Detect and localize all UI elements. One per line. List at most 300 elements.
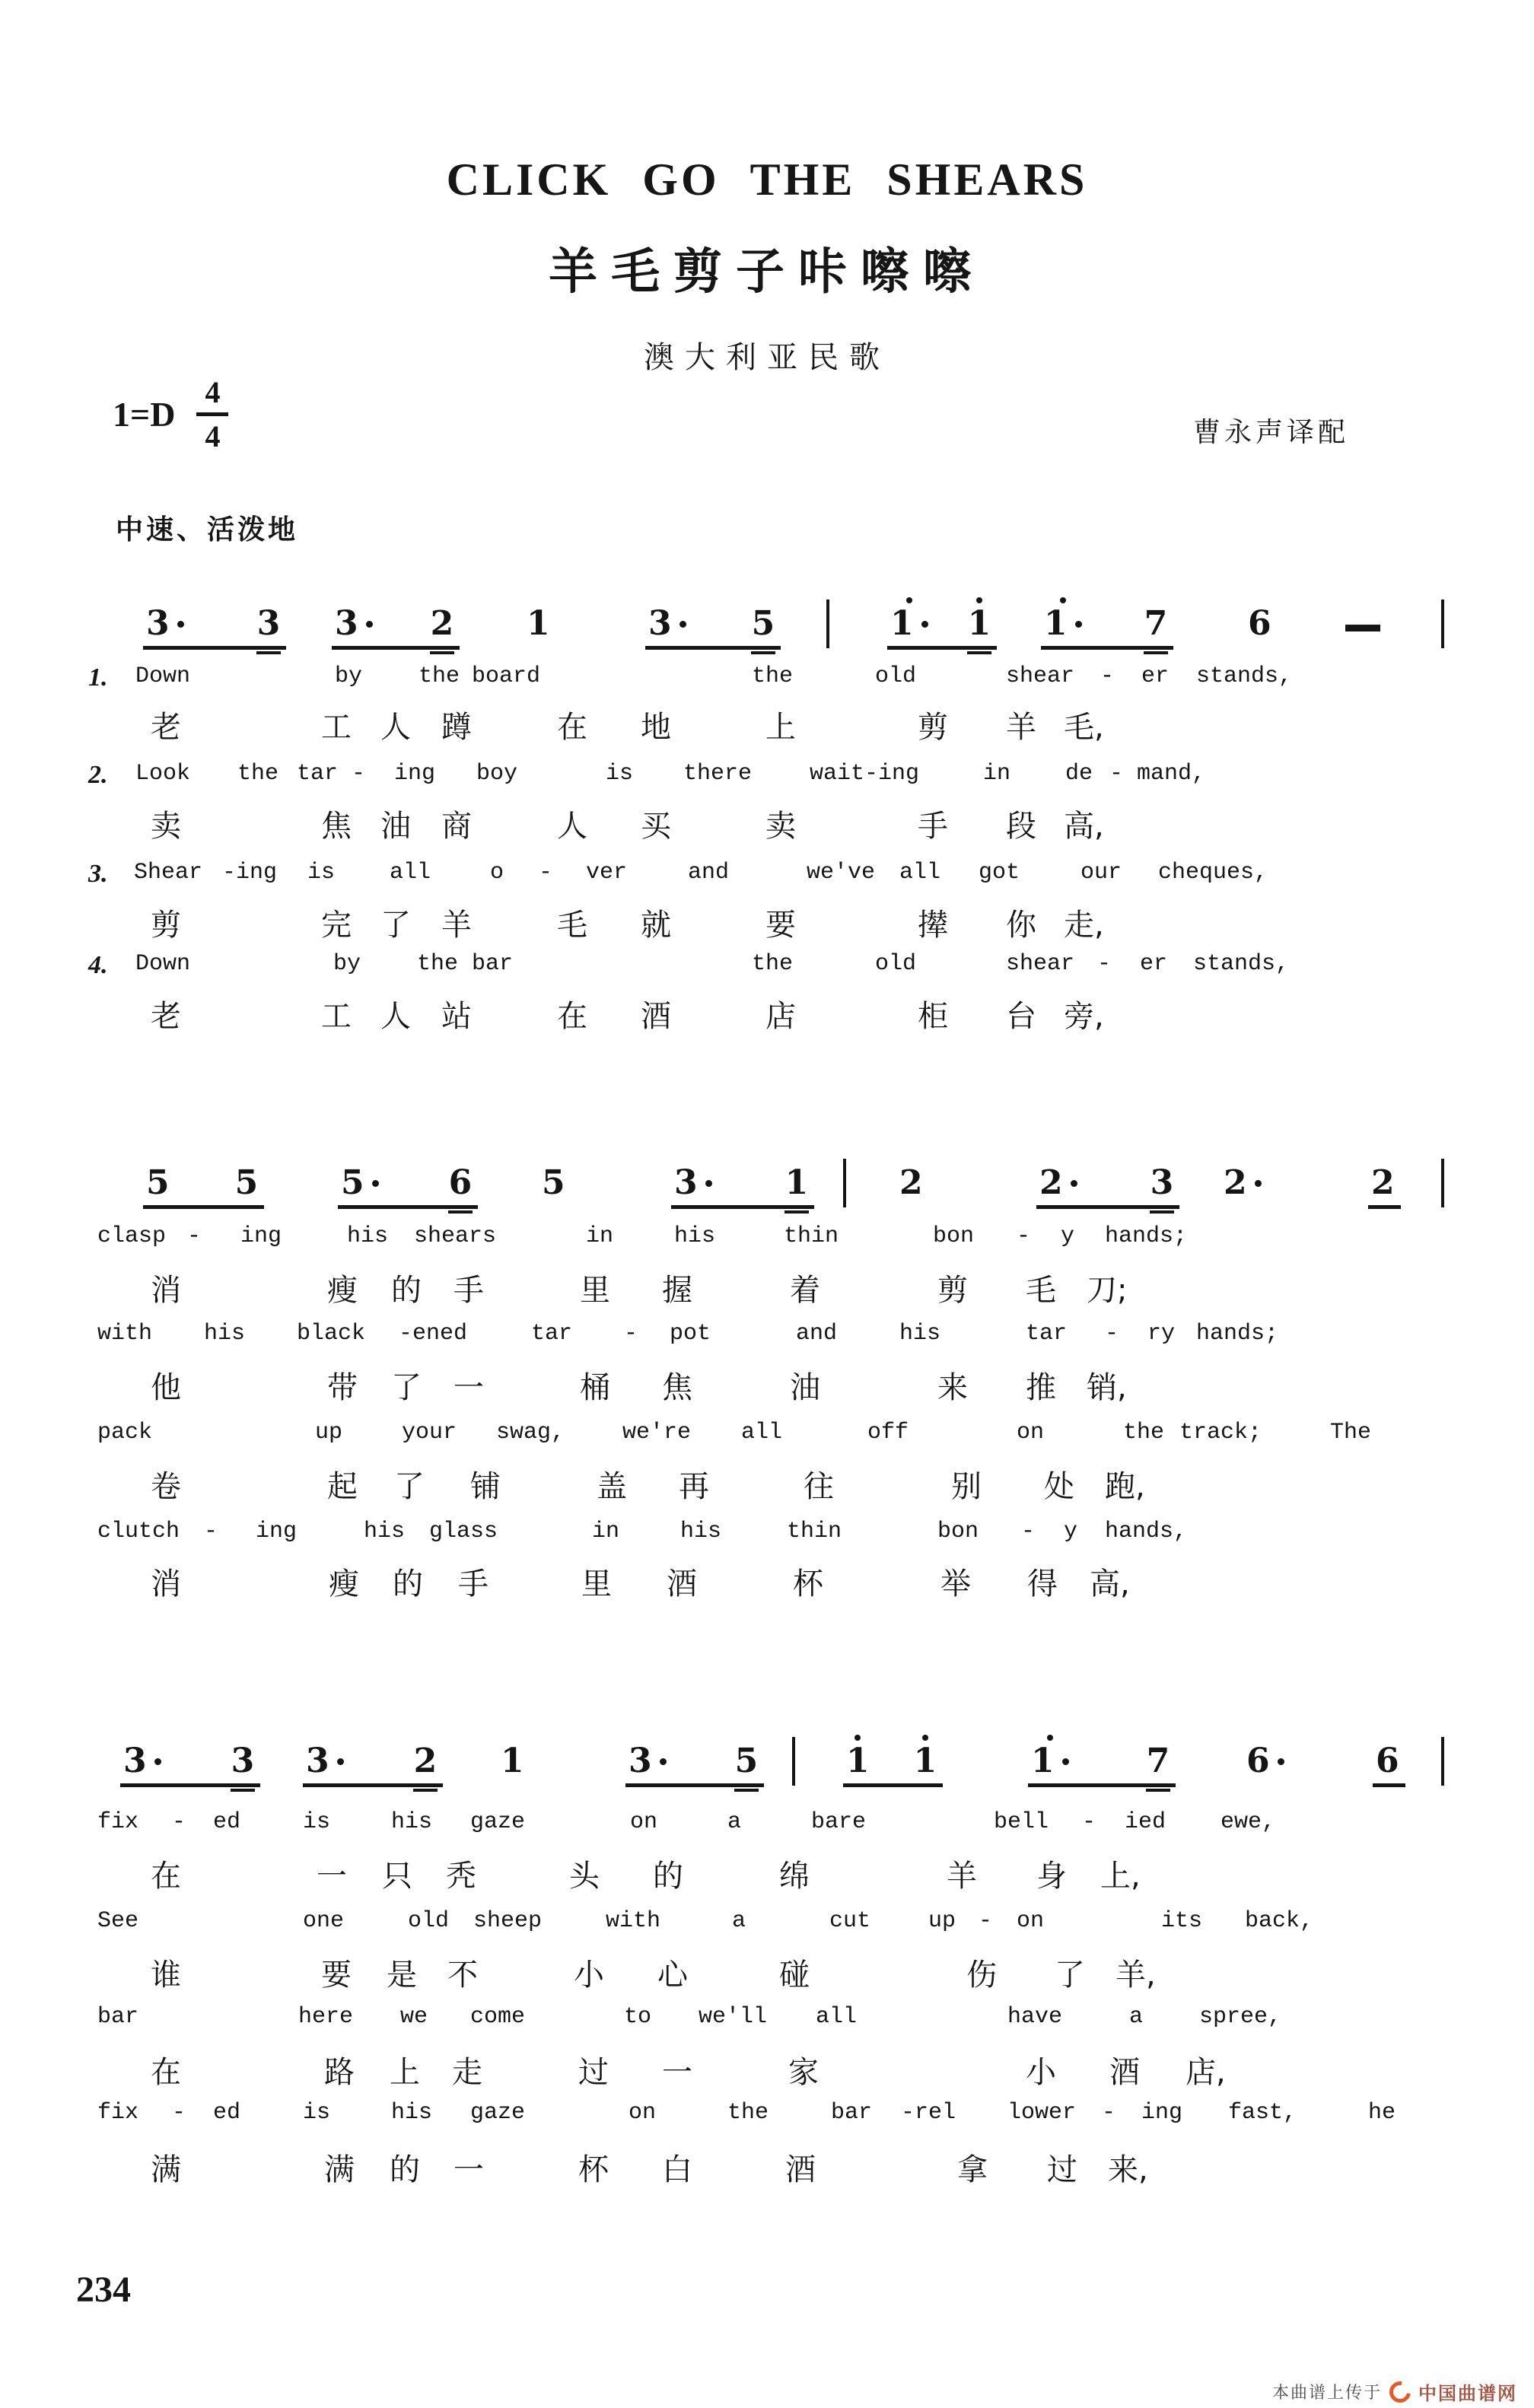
- lyric-word: all: [816, 2004, 858, 2030]
- lyric-word: 握: [662, 1273, 692, 1308]
- note-group: [1373, 1742, 1405, 1787]
- lyric-word: 了: [391, 1370, 422, 1405]
- note-1-high-octave: [846, 1735, 870, 1778]
- lyric-word: stands,: [1193, 951, 1290, 977]
- time-signature: [196, 374, 228, 454]
- watermark-site-name: 中国曲谱网: [1418, 2383, 1517, 2404]
- lyric-word: -: [1082, 1809, 1096, 1835]
- lyric-word: here: [298, 2004, 354, 2030]
- lyric-word: de: [1065, 761, 1093, 787]
- note-1: [785, 1163, 809, 1202]
- augmentation-dot: [372, 1180, 379, 1187]
- lyric-word: 羊,: [1115, 1958, 1156, 1993]
- note-6: [448, 1163, 473, 1202]
- lyric-word: all: [390, 860, 431, 886]
- lyric-word: 瘦: [329, 1567, 359, 1602]
- lyric-word: spree,: [1199, 2004, 1282, 2030]
- lyric-word: 伤: [966, 1958, 997, 1993]
- note-number: 1: [1031, 1742, 1055, 1780]
- origin-label: 澳大利亚民歌: [644, 340, 890, 375]
- octave-dot: [1060, 597, 1066, 603]
- lyric-word: we've: [807, 860, 876, 886]
- lyric-word: 买: [641, 809, 671, 844]
- augmentation-dot: [705, 1180, 712, 1187]
- lyric-word: 工: [321, 710, 352, 745]
- lyric-word: bon: [937, 1519, 979, 1544]
- note-group: [1368, 1163, 1401, 1209]
- lyric-word: -: [539, 860, 553, 886]
- page-title: CLICK GO THE SHEARS: [446, 154, 1088, 205]
- note-number: 5: [734, 1742, 759, 1780]
- augmentation-dot: [1075, 621, 1082, 628]
- lyric-word: 不: [447, 1958, 478, 1993]
- lyric-word: the: [1123, 1420, 1165, 1446]
- lyric-row-2-3: [0, 1321, 1534, 1360]
- lyric-word: 上: [390, 2055, 420, 2090]
- lyric-word: 酒: [667, 1567, 697, 1602]
- lyric-word: -: [1097, 951, 1112, 977]
- note-number: 3: [123, 1742, 147, 1780]
- note-number: 5: [234, 1163, 259, 1202]
- lyric-row-1-4: [0, 802, 1534, 844]
- lyric-word: in: [983, 761, 1011, 787]
- lyric-word: 拿: [957, 2152, 988, 2187]
- lyric-word: the: [752, 663, 794, 689]
- lyric-word: 卷: [151, 1469, 181, 1504]
- lyric-word: pack: [97, 1420, 153, 1446]
- lyric-word: 销,: [1087, 1370, 1127, 1405]
- lyric-word: 消: [151, 1273, 181, 1308]
- augmentation-dot: [1062, 1758, 1069, 1765]
- lyric-word: 手: [454, 1273, 484, 1308]
- lyric-word: his: [364, 1519, 406, 1544]
- lyric-word: -: [172, 1809, 186, 1835]
- lyric-word: thin: [787, 1519, 842, 1544]
- lyric-word: 人: [380, 710, 411, 745]
- note-1-high-octave: [914, 1735, 937, 1778]
- note-1: [501, 1742, 524, 1780]
- lyric-word: on: [1017, 1908, 1045, 1934]
- lyric-row-3-5: [0, 2004, 1534, 2044]
- note-2: [1371, 1163, 1395, 1202]
- lyric-word: 剪: [151, 908, 181, 943]
- lyric-row-1-1: [0, 663, 1534, 703]
- note-number: 1: [913, 1742, 937, 1780]
- lyric-word: off: [867, 1420, 909, 1446]
- augmentation-dot: [1255, 1180, 1262, 1187]
- lyric-word: 带: [327, 1370, 358, 1405]
- note-5: [341, 1163, 379, 1202]
- lyric-word: a: [727, 1809, 742, 1835]
- lyric-word: up: [928, 1908, 956, 1934]
- augmentation-dot: [366, 621, 373, 628]
- lyric-word: 老: [151, 999, 181, 1034]
- note-number: 1: [785, 1163, 809, 1202]
- lyric-word: on: [630, 1809, 658, 1835]
- verse-number: 2.: [88, 761, 108, 789]
- lyric-word: 一: [662, 2055, 692, 2090]
- lyric-word: 毛,: [1064, 710, 1104, 745]
- lyric-word: -rel: [901, 2100, 956, 2126]
- note-3: [1150, 1163, 1174, 1202]
- lyric-word: stands,: [1196, 663, 1293, 689]
- verse-number: 1.: [88, 663, 108, 692]
- lyric-word: 人: [380, 999, 411, 1034]
- lyric-word: -ing: [222, 860, 278, 886]
- notation-line-3: [0, 1723, 1534, 1787]
- lyric-word: 往: [804, 1469, 834, 1504]
- lyric-word: fix: [97, 1809, 139, 1835]
- lyric-word: one: [303, 1908, 345, 1934]
- note-numline: [674, 1163, 712, 1202]
- lyric-word: the: [727, 2100, 769, 2126]
- note-3: [629, 1742, 667, 1780]
- lyric-word: tar: [1026, 1321, 1068, 1347]
- lyric-word: 一: [317, 1859, 347, 1894]
- lyric-word: on: [1017, 1420, 1045, 1446]
- lyric-word: 小: [1026, 2055, 1056, 2090]
- lyric-word: 跑,: [1105, 1469, 1145, 1504]
- augmentation-dot: [1071, 1180, 1077, 1187]
- lyric-word: we're: [622, 1420, 692, 1446]
- note-group: [645, 604, 781, 650]
- time-signature-denominator: 4: [205, 419, 221, 453]
- lyric-word: 里: [580, 1273, 610, 1308]
- lyric-word: hands,: [1105, 1519, 1188, 1544]
- lyric-word: 蹲: [441, 710, 472, 745]
- note-5: [751, 604, 775, 643]
- lyric-word: 白: [662, 2152, 692, 2187]
- lyric-word: o: [490, 860, 504, 886]
- barline: [1441, 1737, 1444, 1786]
- lyric-word: -: [172, 2100, 186, 2126]
- lyric-row-1-8: [0, 992, 1534, 1032]
- lyric-row-2-7: [0, 1519, 1534, 1558]
- note-numline: [306, 1742, 344, 1780]
- lyric-row-1-7: [0, 951, 1534, 991]
- lyric-word: 得: [1027, 1567, 1058, 1602]
- lyric-word: mand,: [1137, 761, 1206, 787]
- lyric-word: 上,: [1100, 1859, 1141, 1894]
- note-number: 3: [146, 604, 170, 643]
- lyric-word: See: [97, 1908, 139, 1934]
- lyric-word: 手: [918, 809, 948, 844]
- note-numline: [430, 604, 454, 643]
- note-2: [1039, 1163, 1077, 1202]
- lyric-word: by: [333, 951, 361, 977]
- note-numline: [1224, 1163, 1262, 1202]
- lyric-word: cheques,: [1158, 860, 1268, 886]
- lyric-word: all: [899, 860, 941, 886]
- lyric-word: 高,: [1064, 809, 1104, 844]
- lyric-word: y: [1061, 1223, 1075, 1249]
- lyric-row-2-4: [0, 1363, 1534, 1403]
- lyric-word: 柜: [918, 999, 948, 1034]
- lyric-word: with: [97, 1321, 153, 1347]
- lyric-word: track;: [1179, 1420, 1262, 1446]
- note-numline: [1248, 604, 1271, 643]
- note-2: [430, 604, 454, 643]
- lyric-word: 过: [578, 2055, 609, 2090]
- lyric-word: 在: [151, 2055, 181, 2090]
- lyric-word: the: [752, 951, 794, 977]
- lyric-word: shear: [1006, 951, 1075, 977]
- lyric-word: 碰: [779, 1958, 810, 1993]
- key-and-meter: [113, 374, 228, 454]
- lyric-word: his: [204, 1321, 246, 1347]
- lyric-word: 在: [557, 710, 587, 745]
- note-number: 3: [231, 1742, 255, 1780]
- lyric-word: The: [1330, 1420, 1372, 1446]
- lyric-word: 身: [1036, 1859, 1067, 1894]
- lyric-word: 地: [641, 710, 671, 745]
- note-numline: [413, 1742, 438, 1780]
- lyric-word: 酒: [785, 2152, 816, 2187]
- lyric-word: Look: [135, 761, 191, 787]
- lyric-word: 他: [151, 1370, 181, 1405]
- lyric-word: 焦: [321, 809, 352, 844]
- note-number: 1: [890, 604, 914, 643]
- lyric-word: 走,: [1064, 908, 1104, 943]
- note-6: [1376, 1742, 1399, 1780]
- lyric-row-3-6: [0, 2048, 1534, 2088]
- lyric-word: shears: [414, 1223, 497, 1249]
- note-numline: [146, 1163, 170, 1202]
- lyric-word: his: [391, 2100, 433, 2126]
- lyric-word: 高,: [1090, 1567, 1130, 1602]
- note-numline: [448, 1163, 473, 1202]
- lyric-word: a: [1129, 2004, 1144, 2030]
- note-number: 2: [1371, 1163, 1395, 1202]
- lyric-word: 着: [790, 1273, 820, 1308]
- lyric-word: -: [1109, 761, 1124, 787]
- note-numline: [890, 604, 928, 643]
- lyric-word: lower: [1007, 2100, 1077, 2126]
- lyric-word: hands;: [1105, 1223, 1188, 1249]
- augmentation-dot: [679, 621, 686, 628]
- note-numline: [1146, 1742, 1170, 1780]
- lyric-word: ry: [1147, 1321, 1176, 1347]
- note-numline: [846, 1742, 870, 1780]
- lyric-word: thin: [784, 1223, 839, 1249]
- lyric-word: and: [688, 860, 730, 886]
- lyric-word: -: [187, 1223, 202, 1249]
- lyric-word: er: [1140, 951, 1168, 977]
- note-number: 1: [967, 604, 991, 643]
- time-signature-numerator: 4: [205, 375, 221, 409]
- lyric-word: glass: [429, 1519, 498, 1544]
- note-group: [1041, 597, 1173, 650]
- lyric-word: ing: [240, 1223, 282, 1249]
- lyric-word: all: [741, 1420, 783, 1446]
- octave-dot: [976, 597, 982, 603]
- note-group: [143, 1163, 264, 1209]
- lyric-word: in: [586, 1223, 614, 1249]
- note-5: [234, 1163, 259, 1202]
- note-group: [524, 604, 556, 650]
- lyric-word: 剪: [937, 1273, 968, 1308]
- note-group: [120, 1742, 260, 1787]
- lyric-word: bell: [994, 1809, 1049, 1835]
- lyric-word: tar: [531, 1321, 573, 1347]
- note-group: [338, 1163, 478, 1209]
- lyric-word: his: [347, 1223, 389, 1249]
- note-number: 5: [751, 604, 775, 643]
- note-3: [306, 1742, 344, 1780]
- lyric-word: 要: [765, 908, 796, 943]
- arranger-credit: 曹永声译配: [1193, 417, 1350, 448]
- note-number: 7: [1146, 1742, 1170, 1780]
- lyric-word: 酒: [641, 999, 671, 1034]
- note-numline: [629, 1742, 667, 1780]
- lyric-word: old: [875, 663, 917, 689]
- lyric-word: 是: [387, 1958, 417, 1993]
- lyric-word: 一: [454, 1370, 484, 1405]
- note-6: [1246, 1742, 1284, 1780]
- lyric-word: 瘦: [327, 1273, 358, 1308]
- lyric-row-3-3: [0, 1908, 1534, 1948]
- lyric-word: -: [979, 1908, 993, 1934]
- lyric-word: bar: [97, 2004, 139, 2030]
- lyric-word: is: [307, 860, 336, 886]
- lyric-word: old: [875, 951, 917, 977]
- note-numline: [1044, 604, 1082, 643]
- lyric-word: sheep: [473, 1908, 543, 1934]
- lyric-word: 的: [653, 1859, 683, 1894]
- lyric-word: its: [1161, 1908, 1203, 1934]
- lyric-word: ied: [1125, 1809, 1166, 1835]
- page-number: 234: [76, 2270, 131, 2310]
- lyric-word: ed: [213, 2100, 241, 2126]
- lyric-word: ing: [1141, 2100, 1183, 2126]
- lyric-word: 举: [940, 1567, 971, 1602]
- note-numline: [256, 604, 281, 643]
- lyric-word: gaze: [470, 2100, 526, 2126]
- note-6: [1248, 604, 1271, 643]
- lyric-word: 就: [641, 908, 671, 943]
- lyric-word: 人: [557, 809, 587, 844]
- lyric-word: old: [408, 1908, 450, 1934]
- lyric-word: bare: [811, 1809, 867, 1835]
- lyric-word: 了: [394, 1469, 425, 1504]
- note-numline: [501, 1742, 524, 1780]
- note-numline: [1150, 1163, 1174, 1202]
- lyric-word: is: [606, 761, 634, 787]
- note-numline: [542, 1163, 565, 1202]
- lyric-word: 桶: [580, 1370, 610, 1405]
- lyric-word: -: [352, 761, 366, 787]
- note-number: 1: [527, 604, 550, 643]
- note-number: 2: [413, 1742, 438, 1780]
- note-numline: [1039, 1163, 1077, 1202]
- watermark-footer: [1272, 2378, 1517, 2405]
- lyric-word: bar: [831, 2100, 873, 2126]
- note-number: 6: [1246, 1742, 1270, 1780]
- lyric-word: 毛: [1026, 1273, 1056, 1308]
- barline: [826, 600, 829, 648]
- note-3: [231, 1742, 255, 1780]
- lyric-word: 刀;: [1087, 1273, 1128, 1308]
- note-number: 5: [341, 1163, 364, 1202]
- lyric-row-2-6: [0, 1462, 1534, 1502]
- lyric-word: 卖: [151, 809, 181, 844]
- lyric-word: 你: [1006, 908, 1036, 943]
- note-number: 7: [1144, 604, 1168, 643]
- lyric-word: 心: [657, 1958, 688, 1993]
- lyric-word: -: [1017, 1223, 1031, 1249]
- lyric-word: 秃: [446, 1859, 476, 1894]
- verse-number: 4.: [88, 951, 108, 979]
- barline: [1441, 600, 1444, 648]
- lyric-word: 满: [151, 2152, 181, 2187]
- note-number: 5: [542, 1163, 565, 1202]
- lyric-row-1-2: [0, 703, 1534, 743]
- lyric-row-3-4: [0, 1951, 1534, 1993]
- lyric-word: 在: [557, 999, 587, 1034]
- lyric-word: 羊: [441, 908, 472, 943]
- note-numline: [527, 604, 550, 643]
- lyric-word: the: [417, 951, 459, 977]
- lyric-word: 上: [765, 710, 796, 745]
- note-number: 1: [1044, 604, 1068, 643]
- lyric-word: 工: [321, 999, 352, 1034]
- lyric-word: 走: [452, 2055, 482, 2090]
- note-numline: [1371, 1163, 1395, 1202]
- note-number: 5: [146, 1163, 170, 1202]
- lyric-word: 起: [327, 1469, 358, 1504]
- lyric-word: 杯: [578, 2152, 609, 2187]
- augmentation-dot: [1278, 1758, 1284, 1765]
- lyric-word: shear: [1006, 663, 1075, 689]
- lyric-word: by: [335, 663, 363, 689]
- note-3: [648, 604, 686, 643]
- lyric-word: ver: [586, 860, 628, 886]
- lyric-word: and: [796, 1321, 838, 1347]
- lyric-row-3-1: [0, 1809, 1534, 1849]
- lyric-word: 处: [1044, 1469, 1074, 1504]
- lyric-word: -: [204, 1519, 218, 1544]
- lyric-word: the: [419, 663, 460, 689]
- note-number: 3: [335, 604, 358, 643]
- lyric-word: 路: [324, 2055, 355, 2090]
- lyric-row-3-2: [0, 1852, 1534, 1894]
- lyric-word: tar: [297, 761, 339, 787]
- lyric-word: 铺: [470, 1469, 501, 1504]
- augmentation-dot: [660, 1758, 667, 1765]
- note-3: [674, 1163, 712, 1202]
- note-1-high-octave: [968, 597, 991, 641]
- note-group: [143, 604, 286, 650]
- note-numline: [1144, 604, 1168, 643]
- lyric-word: 店: [765, 999, 796, 1034]
- lyric-word: -: [1021, 1519, 1036, 1544]
- lyric-word: -: [1105, 1321, 1119, 1347]
- lyric-word: boy: [476, 761, 518, 787]
- note-number: 3: [1150, 1163, 1174, 1202]
- lyric-word: hands;: [1196, 1321, 1279, 1347]
- key-signature: 1=D: [113, 395, 176, 434]
- note-numline: [648, 604, 686, 643]
- held-note-dash: [1345, 625, 1380, 631]
- lyric-word: the: [237, 761, 279, 787]
- note-number: 3: [648, 604, 672, 643]
- note-3: [123, 1742, 161, 1780]
- lyric-word: 再: [679, 1469, 709, 1504]
- note-group: [625, 1742, 764, 1787]
- note-group: [498, 1742, 530, 1787]
- lyric-word: 一: [454, 2152, 484, 2187]
- lyric-word: Shear: [134, 860, 203, 886]
